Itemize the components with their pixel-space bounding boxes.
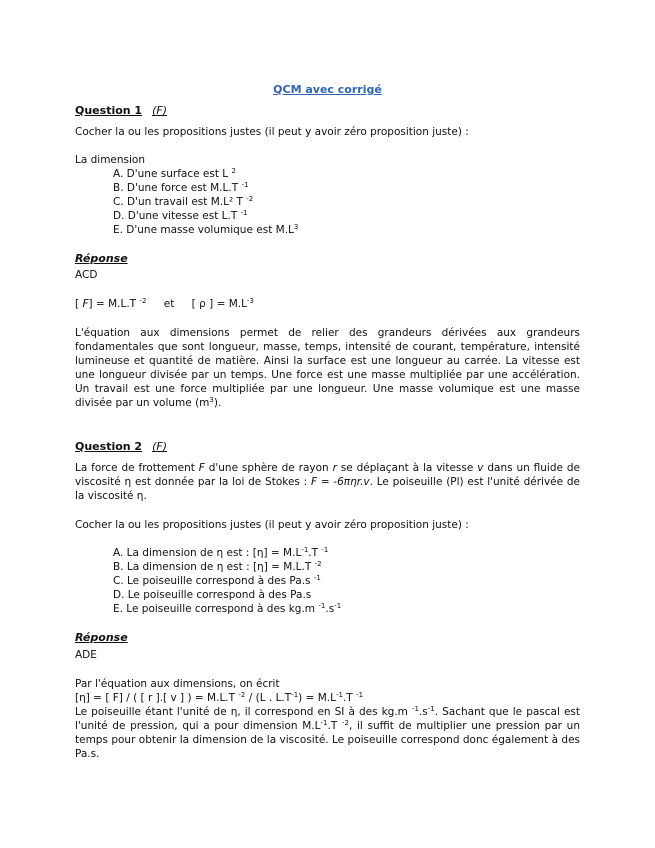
question-2-instruction: Cocher la ou les propositions justes (il peut y avoir zéro proposition juste) : [75,519,469,531]
document-title: QCM avec corrigé [273,83,382,96]
question-1-heading [75,104,580,118]
q1-option-b: B. D'une force est M.L.T $^{-1}$ [113,181,249,194]
q2-option-e: E. Le poiseuille correspond à des kg.m $^{-1}.s^{-1}$ [113,602,342,615]
question-2-answer: ADE [75,649,97,661]
q1-option-a: A. D'une surface est L $^2$ [113,167,236,180]
q2-option-a: A. La dimension de η est : $[\eta] = M.L^{-1}.T$ $^{-1}$ [113,546,329,559]
question-2-statement: La force de frottement F d'une sphère de rayon r se déplaçant à la vitesse v dans un fluide de viscosité η est donnée par la loi de Stokes : F = -6πηr.v. Le poiseuille (Pl) est l'unité dérivée de la viscosité η. [75,462,580,502]
question-1-tag: (F) [152,104,168,117]
q1-option-c: C. D'un travail est M.L² T $^{-2}$ [113,195,254,208]
question-2-heading [75,440,580,454]
question-1-intro: La dimension [75,154,146,166]
question-2-answer-label: Réponse [75,631,128,644]
q2-option-c: C. Le poiseuille correspond à des Pa.s $^{-1}$ [113,574,321,587]
question-1-formula: [ F] = M.L.T $^{-2}$ et [ ρ ] = $M.L^{-3}$ [75,297,254,310]
q1-option-e: E. D'une masse volumique est $M.L^3$ [113,223,299,236]
question-1-instruction: Cocher la ou les propositions justes (il peut y avoir zéro proposition juste) : [75,126,469,138]
question-1-label: Question 1 [75,104,143,117]
q2-option-d: D. Le poiseuille correspond à des Pa.s [113,589,312,601]
q2-option-b: B. La dimension de η est : [η] = M.L.T $^{-2}$ [113,560,322,573]
question-1-options [75,167,618,237]
question-2-tag: (F) [152,440,168,453]
question-2-explanation: Le poiseuille étant l'unité de η, il correspond en SI à des kg.m $^{-1}.s^{-1}$. Sachant que le pascal est l'unité de pression, qui a pour dimension $M.L^{-1}.T$ $^{-2}$, il suffit de multiplier une pression par un temps pour obtenir la dimension de la viscosité. Le poiseuille correspond donc également à des Pa.s. [75,705,580,760]
question-1-answer-label: Réponse [75,252,128,265]
question-2-derivation-formula: [η] = [ F] / ( [ r ].[ v ] ) = M.L.T $^{-2}$ / (L . $L.T^{-1}) = M.L^{-1}.T$ $^{-1}$ [75,691,364,704]
q1-option-d: D. D'une vitesse est L.T $^{-1}$ [113,209,248,222]
question-2-label: Question 2 [75,440,143,453]
question-1-answer: ACD [75,269,98,281]
question-2-options [75,546,618,616]
question-1-explanation: L'équation aux dimensions permet de relier des grandeurs dérivées aux grandeurs fondamentales que sont longueur, masse, temps, intensité de courant, température, intensité lumineuse et quantité de matière. Ainsi la surface est une longueur au carrée. La vitesse est une longueur divisée par un temps. Une force est une masse multipliée par une accélération. Un travail est une force multipliée par une longueur. Une masse volumique est une masse divisée par un volume $(m^3)$. [75,327,580,409]
question-2-derivation-intro: Par l'équation aux dimensions, on écrit [75,678,280,690]
